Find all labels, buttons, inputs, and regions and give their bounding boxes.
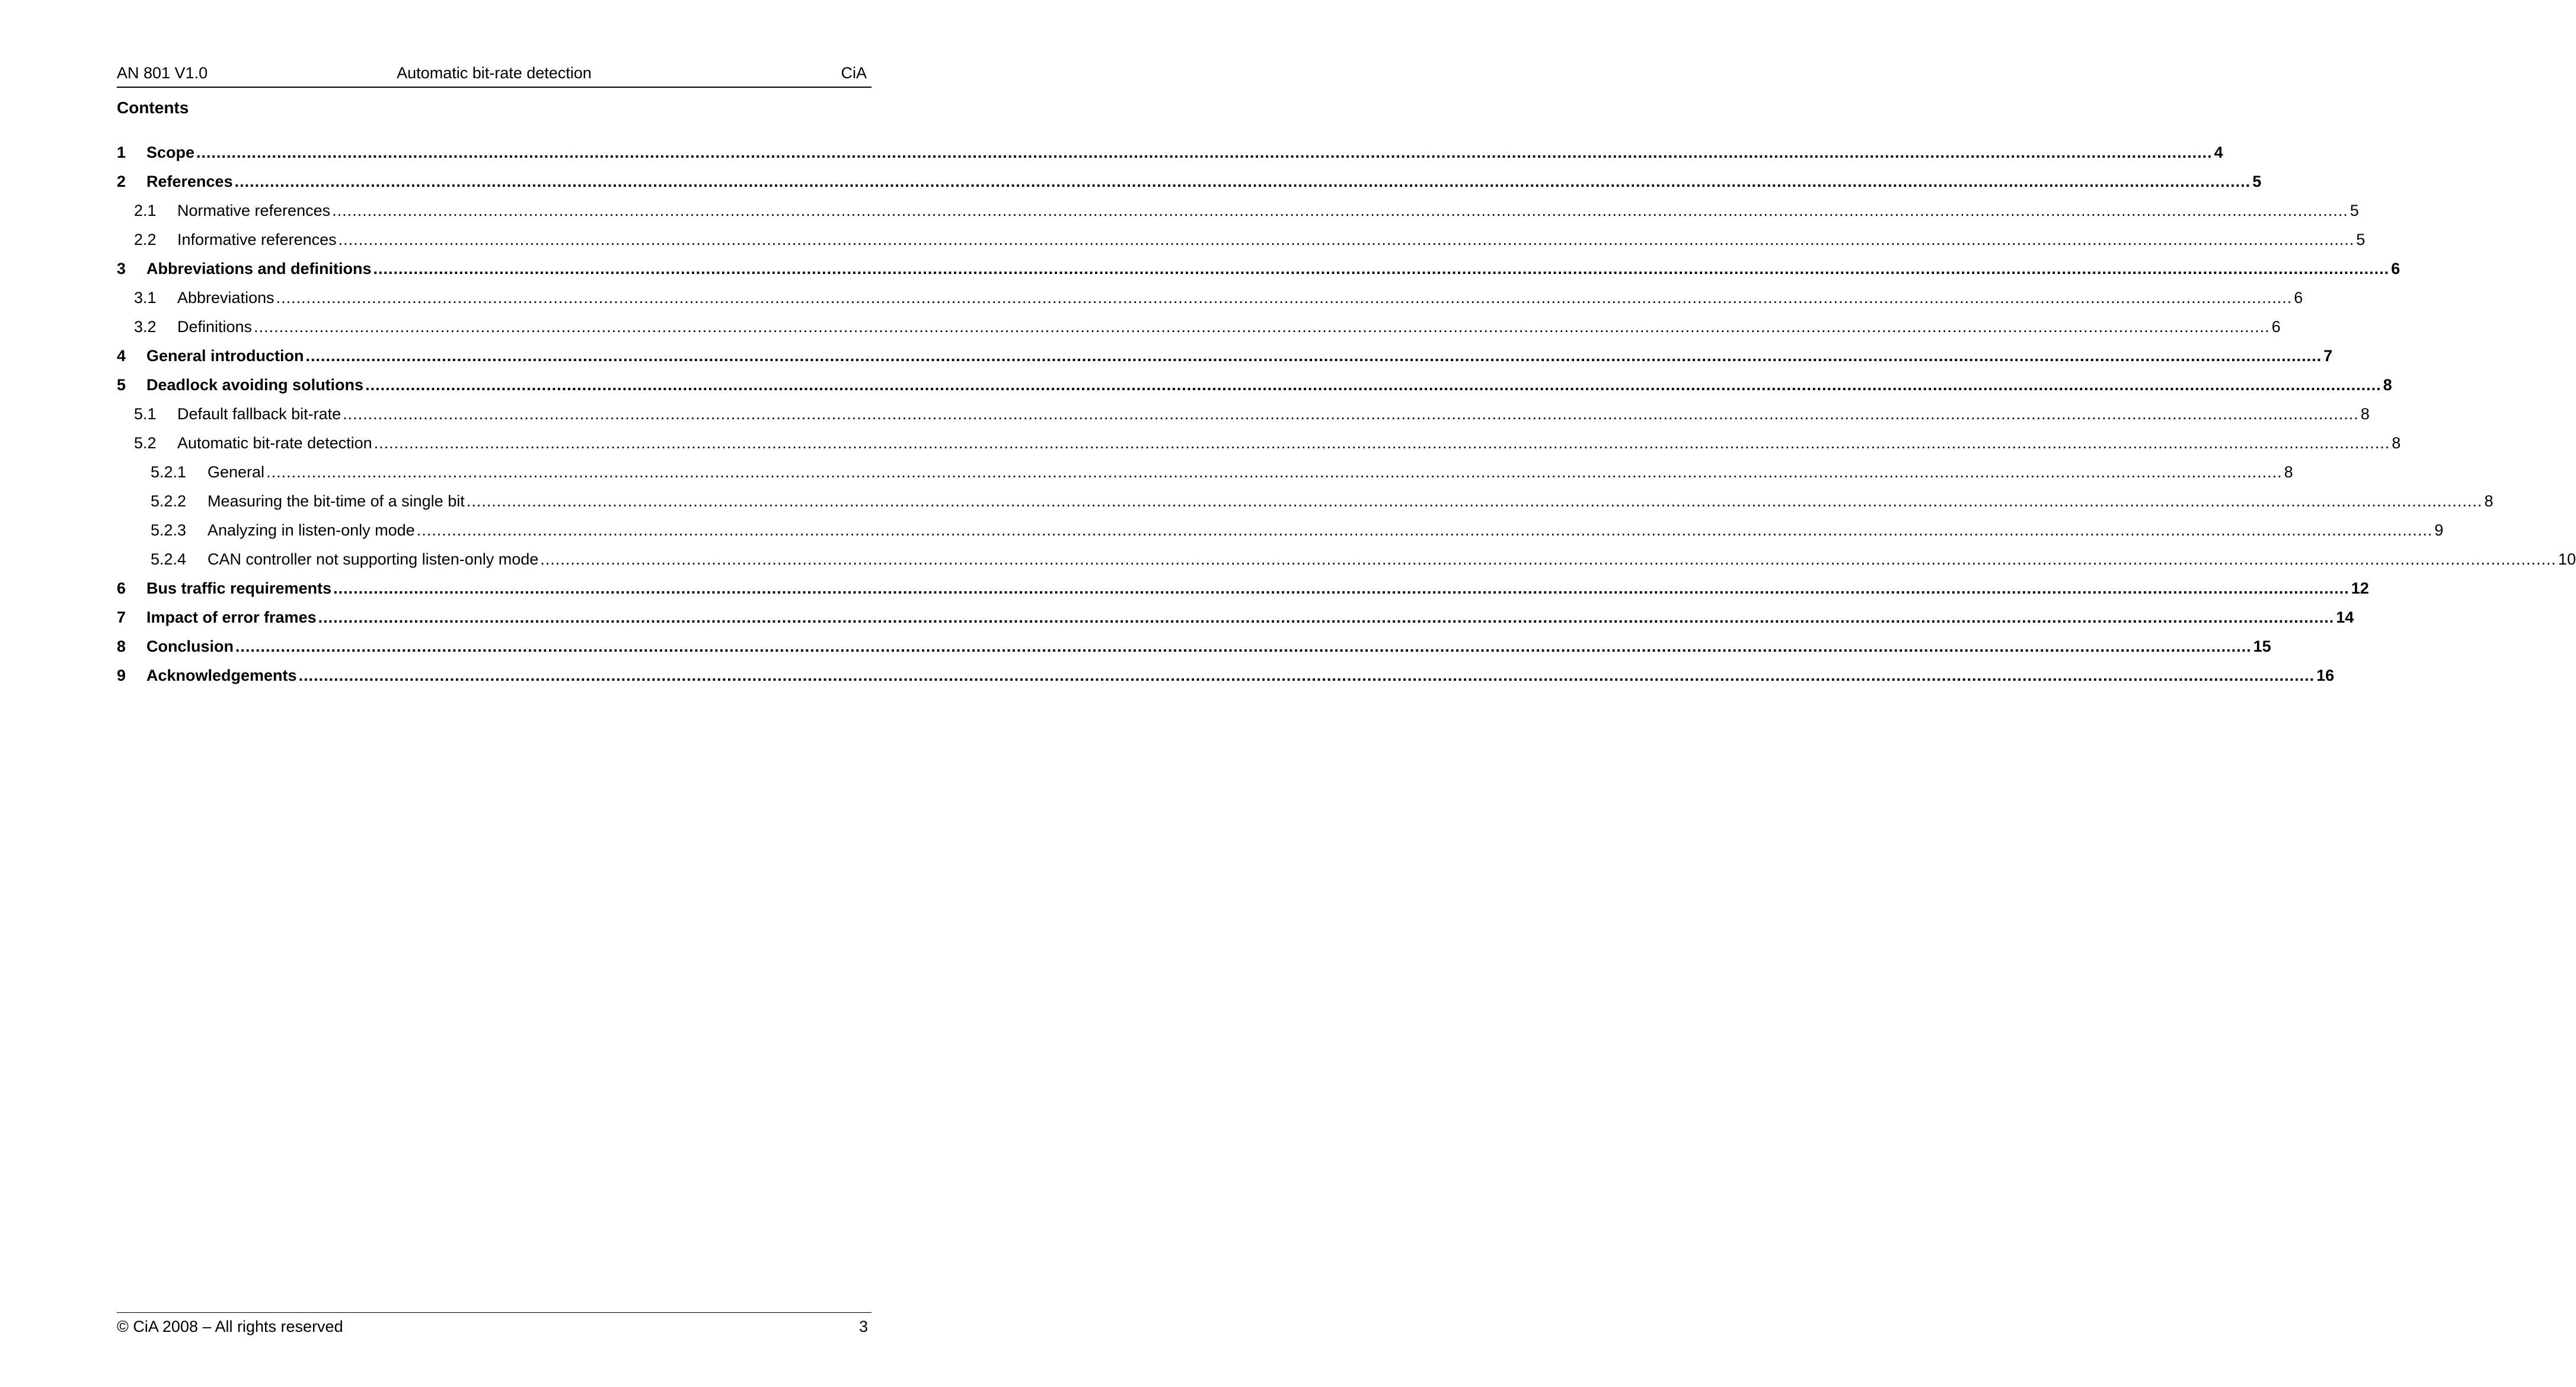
toc-entry-line [146,169,2262,194]
toc-entry-line [208,518,2444,543]
toc-entry-title: Impact of error frames [146,608,317,626]
toc-entry-page: 7 [2323,347,2333,365]
toc-entry-title: General introduction [146,347,304,365]
toc-entry-page: 8 [2284,463,2293,481]
toc-entry-line [146,605,2354,630]
toc-entry[interactable] [117,634,2271,663]
toc-entry-page: 5 [2350,202,2359,219]
toc-entry-number: 5.2.2 [151,492,187,510]
toc-entry-number: 5.2 [134,434,157,452]
toc-entry[interactable] [117,140,2223,169]
toc-entry-line [177,285,2303,310]
toc-entry-number: 3.1 [134,289,157,307]
toc-entry-title: CAN controller not supporting listen-only mode [208,550,539,568]
toc-entry[interactable] [117,285,2303,314]
toc-entry-number: 2.2 [134,231,157,248]
toc-entry-number: 5.2.3 [151,521,187,539]
toc-entry-title: Acknowledgements [146,667,297,684]
toc-entry-number: 6 [117,579,126,597]
toc-entry[interactable] [117,256,2401,285]
toc-dot-leader: ................................................................................................................................................................................................................................................................................................................................................................................................................ [343,405,2359,423]
header-org: CiA [841,64,867,82]
toc-entry-line [177,401,2370,426]
toc-entry-page: 14 [2336,608,2354,626]
toc-entry-title: Informative references [177,231,337,248]
toc-dot-leader: ................................................................................................................................................................................................................................................................................................................................................................................................................ [318,608,2335,626]
toc-dot-leader: ................................................................................................................................................................................................................................................................................................................................................................................................................ [540,550,2556,568]
page-footer [117,1312,872,1343]
toc-entry[interactable] [117,198,2359,227]
toc-entry-title: Scope [146,144,195,161]
toc-entry-line [146,576,2369,601]
toc-entry[interactable] [117,489,2494,518]
toc-entry-page: 16 [2316,667,2335,684]
toc-entry-number: 1 [117,144,126,161]
toc-entry-number: 3.2 [134,318,157,336]
toc-entry[interactable] [117,431,2401,460]
toc-entry-title: References [146,173,233,190]
toc-entry-line [146,343,2333,368]
toc-entry-number: 2.1 [134,202,157,219]
toc-entry[interactable] [117,663,2335,692]
toc-dot-leader: ................................................................................................................................................................................................................................................................................................................................................................................................................ [374,434,2390,452]
toc-entry-page: 6 [2294,289,2303,307]
toc-dot-leader: ................................................................................................................................................................................................................................................................................................................................................................................................................ [254,318,2270,336]
toc-dot-leader: ................................................................................................................................................................................................................................................................................................................................................................................................................ [333,579,2350,597]
toc-entry-page: 6 [2271,318,2281,336]
toc-entry-page: 12 [2351,579,2369,597]
toc-dot-leader: ................................................................................................................................................................................................................................................................................................................................................................................................................ [266,463,2283,481]
toc-entry[interactable] [117,169,2262,198]
table-of-contents [117,140,2576,692]
toc-entry-line [177,314,2281,339]
toc-entry-title: Default fallback bit-rate [177,405,341,423]
toc-entry-page: 8 [2392,434,2401,452]
toc-entry-line [146,256,2401,281]
toc-dot-leader: ................................................................................................................................................................................................................................................................................................................................................................................................................ [332,202,2348,219]
toc-entry-number: 9 [117,667,126,684]
toc-entry-number: 4 [117,347,126,365]
toc-dot-leader: ................................................................................................................................................................................................................................................................................................................................................................................................................ [338,231,2355,248]
toc-entry-number: 5.2.1 [151,463,187,481]
toc-entry-title: Definitions [177,318,253,336]
toc-entry-number: 7 [117,608,126,626]
toc-entry-page: 6 [2391,260,2401,278]
toc-entry-title: Bus traffic requirements [146,579,332,597]
toc-entry-line [177,431,2401,455]
toc-entry-page: 5 [2356,231,2366,248]
toc-entry-page: 8 [2360,405,2370,423]
toc-entry-line [208,460,2293,484]
toc-dot-leader: ................................................................................................................................................................................................................................................................................................................................................................................................................ [373,260,2390,278]
toc-entry-title: Abbreviations [177,289,274,307]
toc-dot-leader: ................................................................................................................................................................................................................................................................................................................................................................................................................ [234,173,2251,190]
toc-entry[interactable] [117,227,2366,256]
toc-entry[interactable] [117,372,2392,401]
toc-entry-number: 8 [117,637,126,655]
toc-entry-title: General [208,463,265,481]
toc-entry-number: 5 [117,376,126,394]
footer-copyright: © CiA 2008 – All rights reserved [117,1318,343,1335]
toc-entry-line [146,634,2271,659]
page-header [117,63,872,88]
toc-entry-line [146,663,2335,688]
toc-entry[interactable] [117,401,2370,431]
toc-entry-number: 5.1 [134,405,157,423]
toc-dot-leader: ................................................................................................................................................................................................................................................................................................................................................................................................................ [305,347,2322,365]
toc-dot-leader: ................................................................................................................................................................................................................................................................................................................................................................................................................ [298,667,2315,684]
toc-dot-leader: ................................................................................................................................................................................................................................................................................................................................................................................................................ [365,376,2382,394]
toc-entry-title: Automatic bit-rate detection [177,434,372,452]
header-title: Automatic bit-rate detection [397,64,592,82]
toc-entry-page: 15 [2253,637,2271,655]
toc-entry-number: 5.2.4 [151,550,187,568]
toc-entry-title: Deadlock avoiding solutions [146,376,364,394]
toc-entry-page: 8 [2383,376,2392,394]
toc-entry-number: 2 [117,173,126,190]
toc-entry[interactable] [117,518,2444,547]
toc-entry-page: 10 [2558,550,2576,568]
toc-entry-line [208,547,2576,572]
toc-entry[interactable] [117,343,2333,372]
toc-entry-page: 9 [2434,521,2444,539]
toc-entry-page: 5 [2252,173,2262,190]
toc-entry-line [208,489,2494,514]
toc-dot-leader: ................................................................................................................................................................................................................................................................................................................................................................................................................ [235,637,2252,655]
toc-entry[interactable] [117,605,2354,634]
toc-dot-leader: ................................................................................................................................................................................................................................................................................................................................................................................................................ [466,492,2483,510]
toc-entry-title: Measuring the bit-time of a single bit [208,492,465,510]
toc-entry[interactable] [117,314,2281,343]
toc-entry-number: 3 [117,260,126,278]
contents-heading: Contents [117,98,189,117]
toc-entry-line [146,140,2223,165]
toc-entry-line [177,227,2366,252]
toc-entry-page: 8 [2484,492,2494,510]
footer-page-number: 3 [858,1318,868,1335]
toc-entry[interactable] [117,576,2369,605]
toc-dot-leader: ................................................................................................................................................................................................................................................................................................................................................................................................................ [276,289,2293,307]
toc-entry-line [177,198,2359,223]
header-doc-id: AN 801 V1.0 [117,64,208,82]
toc-entry-line [146,372,2392,397]
toc-dot-leader: ................................................................................................................................................................................................................................................................................................................................................................................................................ [196,144,2213,161]
toc-entry[interactable] [117,460,2293,489]
toc-entry-title: Normative references [177,202,331,219]
toc-entry-title: Conclusion [146,637,234,655]
toc-dot-leader: ................................................................................................................................................................................................................................................................................................................................................................................................................ [416,521,2433,539]
toc-entry[interactable] [117,547,2576,576]
toc-entry-page: 4 [2214,144,2223,161]
toc-entry-title: Abbreviations and definitions [146,260,372,278]
toc-entry-title: Analyzing in listen-only mode [208,521,415,539]
